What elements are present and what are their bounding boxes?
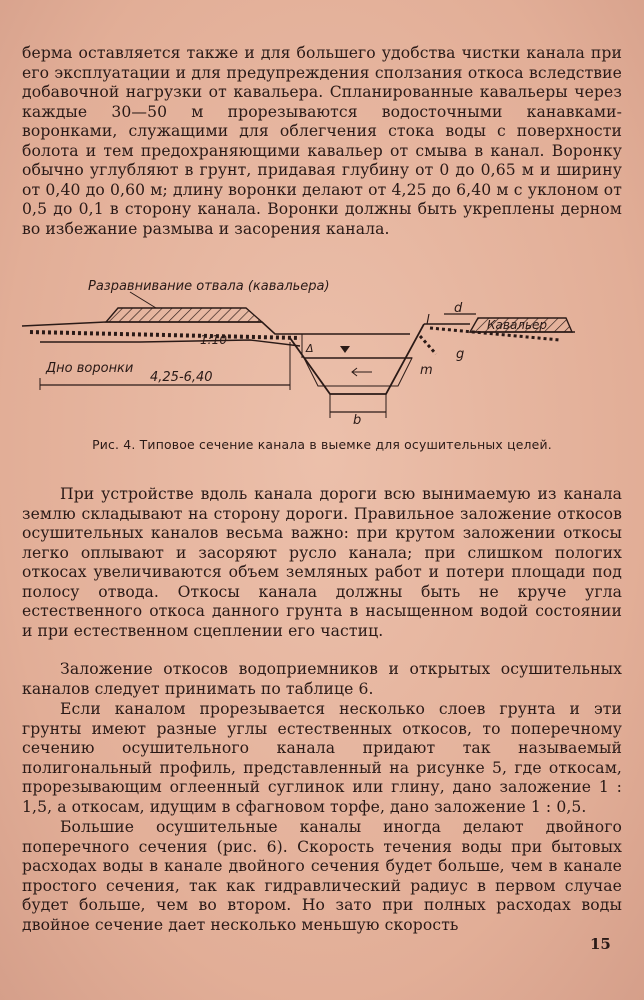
funnel-bottom-line bbox=[40, 340, 300, 346]
label-leveling: Разравнивание отвала (кавальера) bbox=[88, 279, 330, 294]
canal-cross-section-drawing bbox=[0, 262, 644, 432]
label-m: m bbox=[420, 363, 433, 378]
label-delta: Δ bbox=[306, 342, 314, 355]
figure-caption: Рис. 4. Типовое сечение канала в выемке для осушительных целей. bbox=[92, 437, 552, 452]
label-cavalier: Кавальер bbox=[487, 318, 548, 332]
paragraph-2: При устройстве вдоль канала дороги всю вынимаемую из канала землю складывают на сторону дороги. Правильное заложение откосов осушительных каналов весьма важно: при крутом заложении откосы легко оплывают и засоряют русло канала; при слишком пологих откосах увеличиваются объем земляных работ и потери площади под полосу отвода. Откосы канала должны быть не круче угла естественного откоса данного грунта в насыщенном водой состоянии и при естественном сцеплении его частиц. bbox=[22, 485, 622, 640]
label-d: d bbox=[454, 301, 463, 316]
paragraph-5: Большие осушительные каналы иногда делают двойного поперечного сечения (рис. 6). Скорость течения воды при бытовых расходах воды в канале двойного сечения будет больше, чем в канале простого сечения, так как гидравлический радиус в первом случае будет больше, чем во втором. Но зато при полных расходах воды двойное сечение дает несколько меньшую скорость bbox=[22, 818, 622, 934]
label-slope: 1:10 bbox=[200, 333, 227, 347]
paragraph-1: берма оставляется также и для большего удобства чистки канала при его эксплуатации и для предупреждения сползания откоса вследствие добавочной нагрузки от кавальера. Спланированные кавальеры через каждые 30—50 м прорезываются водосточными канавками-воронками, служащими для облегчения стока воды с поверхности болота и тем предохраняющими кавальер от смыва в канал. Воронку обычно углубляют в грунт, придавая глубину от 0 до 0,65 м и ширину от 0,40 до 0,60 м; длину воронки делают от 4,25 до 6,40 м с уклоном от 0,5 до 0,1 в сторону канала. Воронки должны быть укреплены дерном во избежание размыва и засорения канала. bbox=[22, 44, 622, 238]
label-b: b bbox=[353, 413, 362, 428]
leader-leveling bbox=[130, 292, 156, 308]
paragraph-3: Заложение откосов водоприемников и открытых осушительных каналов следует принимать по таблице 6. bbox=[22, 660, 622, 698]
label-length: 4,25-6,40 bbox=[150, 370, 213, 385]
page-number: 15 bbox=[590, 935, 611, 953]
sod-strip bbox=[30, 332, 300, 338]
figure-4-canal-section bbox=[0, 262, 644, 432]
paragraph-4: Если каналом прорезывается несколько слоев грунта и эти грунты имеют разные углы естественных откосов, то поперечному сечению осушительного канала придают так называемый полигональный профиль, представленный на рисунке 5, где откосам, прорезывающим оглеенный суглинок или глину, дано заложение 1 : 1,5, а откосам, идущим в сфагновом торфе, дано заложение 1 : 0,5. bbox=[22, 700, 622, 816]
label-l: l bbox=[426, 313, 430, 328]
leveled-cavalier bbox=[106, 308, 262, 322]
water-level-marker bbox=[340, 346, 350, 353]
label-funnel-bottom: Дно воронки bbox=[46, 361, 134, 376]
label-g: g bbox=[456, 347, 465, 362]
